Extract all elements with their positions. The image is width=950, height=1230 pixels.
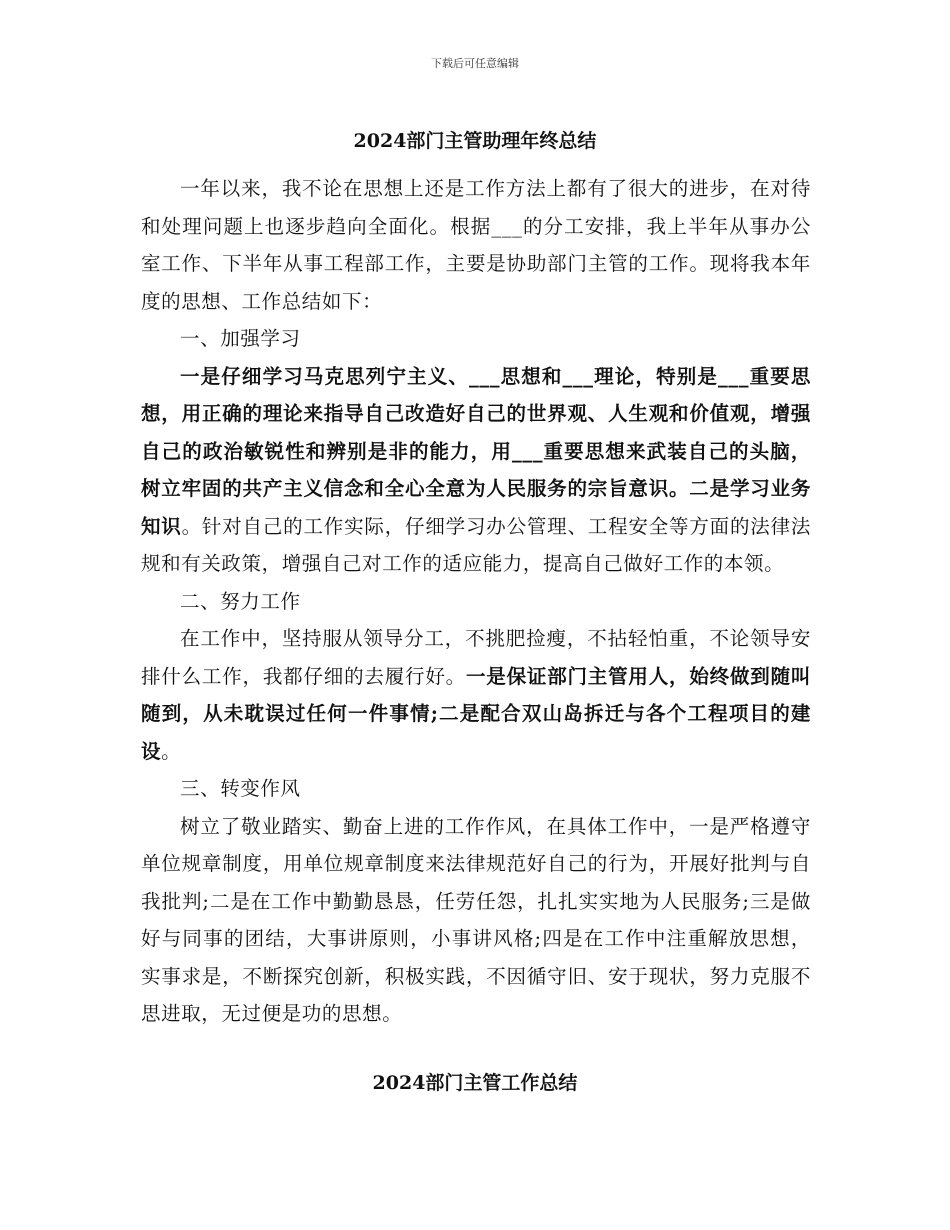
section-study-paragraph bbox=[141, 358, 811, 583]
section-work-text: 在工作中，坚持服从领导分工，不挑肥捡瘦，不拈轻怕重，不论领导安排什么工作，我都仔细的去履行好。 bbox=[141, 627, 811, 688]
section-heading-study: 一、加强学习 bbox=[180, 327, 301, 350]
section-work-paragraph bbox=[141, 620, 811, 770]
header-note: 下载后可任意编辑 bbox=[431, 57, 519, 70]
section-work-end: 。 bbox=[161, 739, 182, 763]
intro-paragraph: 一年以来，我不论在思想上还是工作方法上都有了很大的进步，在对待和处理问题上也逐步趋向全面化。根据___的分工安排，我上半年从事办公室工作、下半年从事工程部工作，主要是协助部门主管的工作。现将我本年度的思想、工作总结如下： bbox=[141, 177, 811, 313]
section-heading-style: 三、转变作风 bbox=[180, 777, 301, 800]
second-document-title: 2024部门主管工作总结 bbox=[372, 1072, 578, 1094]
section-study-bold-text: 一是仔细学习马克思列宁主义、___思想和___理论，特别是___重要思想，用正确的理论来指导自己改造好自己的世界观、人生观和价值观，增强自己的政治敏锐性和辨别是非的能力，用___重要思想来武装自己的头脑，树立牢固的共产主义信念和全心全意为人民服务的宗旨意识。二是学习业务知识 bbox=[141, 364, 811, 538]
section-study-text: 。针对自己的工作实际，仔细学习办公管理、工程安全等方面的法律法规和有关政策，增强自己对工作的适应能力，提高自己做好工作的本领。 bbox=[141, 514, 811, 575]
document-body bbox=[141, 170, 811, 1033]
section-work-bold-text: 一是保证部门主管用人，始终做到随叫随到，从未耽误过任何一件事情;二是配合双山岛拆迁与各个工程项目的建设 bbox=[141, 664, 811, 763]
section-style-paragraph: 树立了敬业踏实、勤奋上进的工作作风，在具体工作中，一是严格遵守单位规章制度，用单位规章制度来法律规范好自己的行为，开展好批判与自我批判;二是在工作中勤勤恳恳，任劳任怨，扎扎实实地为人民服务;三是做好与同事的团结，大事讲原则，小事讲风格;四是在工作中注重解放思想，实事求是，不断探究创新，积极实践，不因循守旧、安于现状，努力克服不思进取，无过便是功的思想。 bbox=[141, 814, 811, 1025]
section-heading-work: 二、努力工作 bbox=[180, 589, 301, 613]
document-title: 2024部门主管助理年终总结 bbox=[353, 130, 597, 152]
